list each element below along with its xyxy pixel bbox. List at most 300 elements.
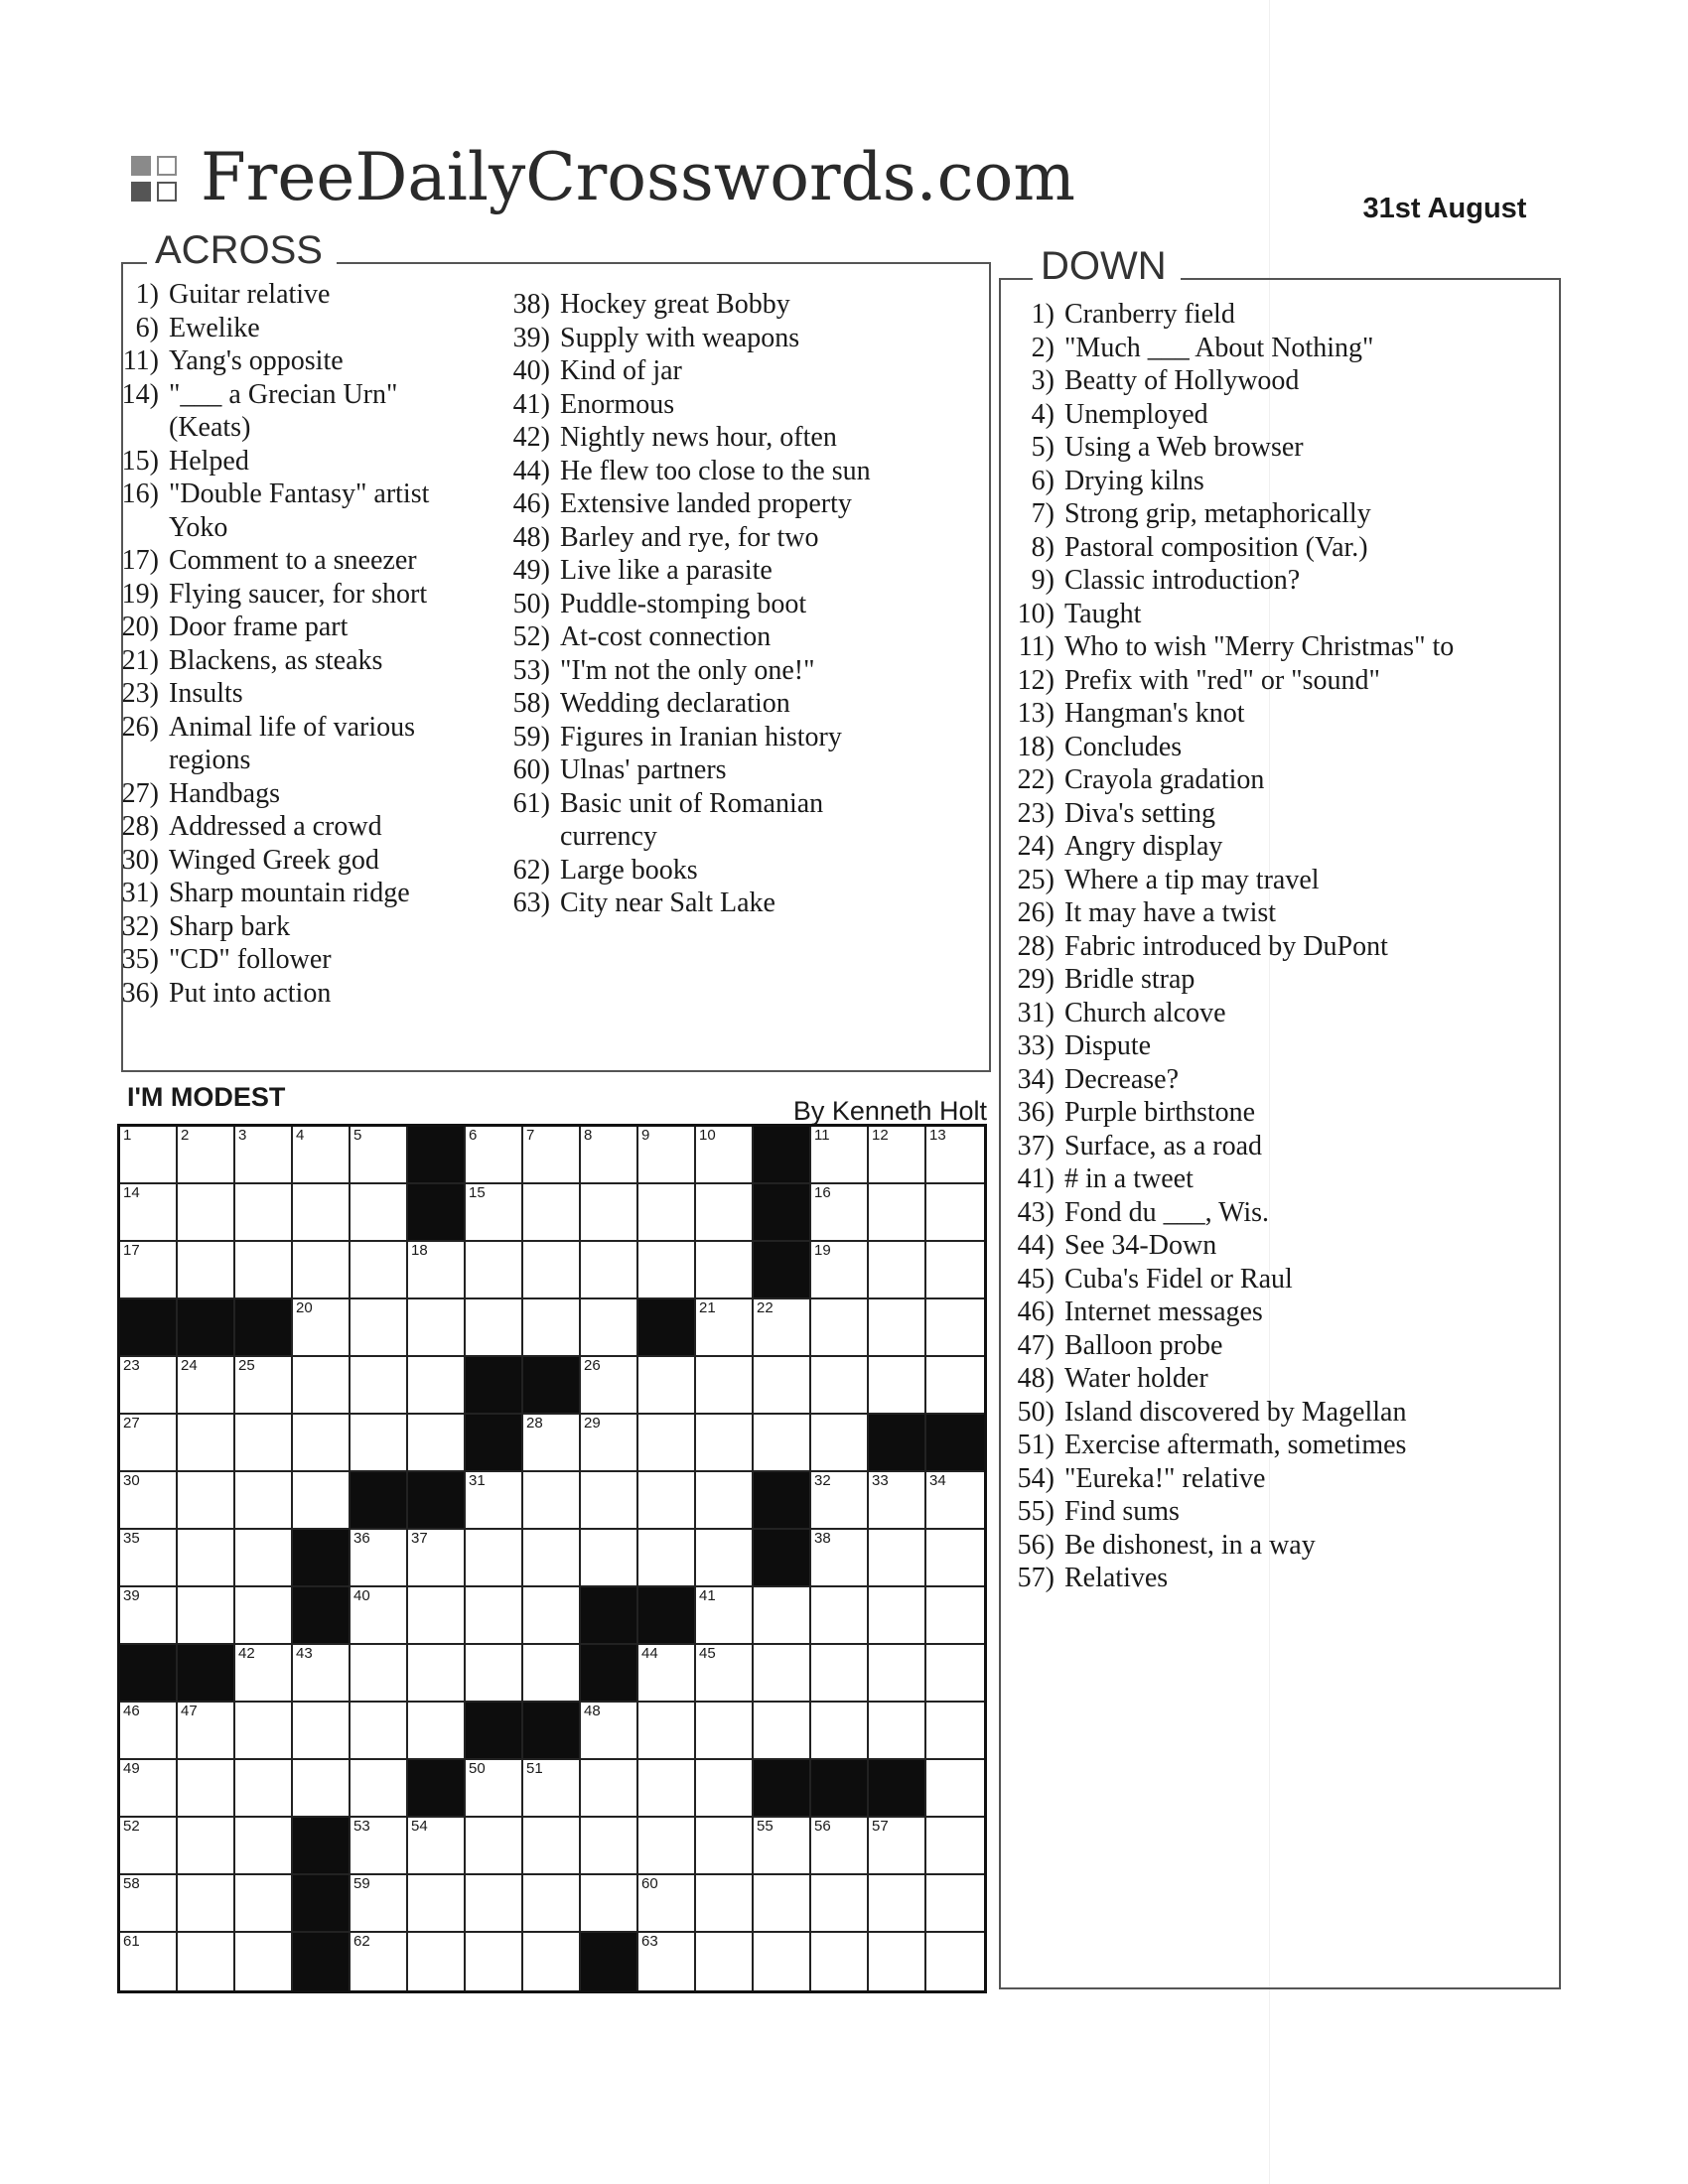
grid-cell[interactable] [811, 1645, 869, 1703]
clue-item [498, 753, 898, 787]
grid-cell-black [811, 1760, 869, 1818]
puzzle-author: By Kenneth Holt [792, 1096, 987, 1126]
grid-cell[interactable] [178, 1587, 235, 1645]
grid-cell[interactable] [869, 1875, 926, 1933]
grid-cell[interactable] [351, 1933, 408, 1990]
clue-text: "I'm not the only one!" [560, 654, 815, 686]
grid-cell[interactable] [178, 1472, 235, 1530]
grid-cell[interactable] [581, 1875, 638, 1933]
grid-cell[interactable] [754, 1875, 811, 1933]
grid-cell[interactable] [869, 1818, 926, 1875]
clue-text: Live like a parasite [560, 555, 773, 586]
grid-cell[interactable] [523, 1415, 581, 1472]
grid-cell[interactable] [811, 1587, 869, 1645]
grid-cell[interactable] [408, 1818, 466, 1875]
clue-number: 26) [121, 711, 159, 743]
clue-text: Unemployed [1064, 398, 1208, 430]
grid-cell[interactable] [178, 1127, 235, 1184]
clue-item [498, 487, 898, 521]
clue-text: Hangman's knot [1064, 698, 1245, 729]
clue-text: Beatty of Hollywood [1064, 365, 1300, 396]
down-heading: DOWN [1033, 244, 1181, 288]
grid-cell[interactable] [581, 1530, 638, 1587]
clue-number: 53) [512, 654, 550, 686]
grid-cell-black [351, 1472, 408, 1530]
clue-item [1003, 930, 1531, 964]
cell-number: 3 [238, 1127, 247, 1144]
clue-number: 45) [1017, 1263, 1055, 1295]
grid-cell[interactable] [408, 1587, 466, 1645]
grid-cell[interactable] [293, 1415, 351, 1472]
grid-cell[interactable] [811, 1875, 869, 1933]
grid-cell[interactable] [696, 1127, 754, 1184]
grid-cell[interactable] [235, 1645, 293, 1703]
grid-cell[interactable] [638, 1703, 696, 1760]
clue-number: 54) [1017, 1462, 1055, 1494]
cell-number: 62 [353, 1933, 370, 1950]
clue-number: 26) [1017, 897, 1055, 928]
grid-cell[interactable] [754, 1299, 811, 1357]
grid-cell[interactable] [638, 1127, 696, 1184]
grid-cell[interactable] [811, 1703, 869, 1760]
grid-cell[interactable] [235, 1472, 293, 1530]
grid-cell[interactable] [523, 1184, 581, 1242]
grid-cell[interactable] [869, 1587, 926, 1645]
grid-cell[interactable] [696, 1415, 754, 1472]
clue-number: 4) [1031, 398, 1055, 430]
grid-cell[interactable] [696, 1703, 754, 1760]
clue-number: 2) [1031, 332, 1055, 363]
grid-cell[interactable] [523, 1645, 581, 1703]
grid-cell[interactable] [351, 1242, 408, 1299]
grid-cell[interactable] [581, 1357, 638, 1415]
cell-number: 50 [469, 1760, 486, 1777]
grid-cell[interactable] [869, 1242, 926, 1299]
grid-cell[interactable] [869, 1472, 926, 1530]
grid-cell[interactable] [466, 1530, 523, 1587]
clue-number: 59) [512, 721, 550, 752]
grid-cell[interactable] [408, 1299, 466, 1357]
grid-cell[interactable] [120, 1472, 178, 1530]
grid-cell-black [235, 1299, 293, 1357]
grid-cell[interactable] [869, 1530, 926, 1587]
grid-cell[interactable] [235, 1703, 293, 1760]
grid-cell[interactable] [466, 1760, 523, 1818]
clue-number: 22) [1017, 764, 1055, 795]
clue-item [107, 943, 467, 977]
grid-cell[interactable] [120, 1760, 178, 1818]
grid-cell[interactable] [926, 1242, 984, 1299]
grid-cell[interactable] [235, 1184, 293, 1242]
grid-cell[interactable] [523, 1530, 581, 1587]
grid-cell[interactable] [120, 1127, 178, 1184]
clue-item [1003, 598, 1531, 631]
grid-cell[interactable] [120, 1818, 178, 1875]
grid-cell[interactable] [869, 1703, 926, 1760]
grid-cell[interactable] [638, 1184, 696, 1242]
grid-cell[interactable] [811, 1242, 869, 1299]
grid-cell[interactable] [581, 1415, 638, 1472]
grid-cell[interactable] [926, 1703, 984, 1760]
across-heading: ACROSS [147, 228, 337, 272]
grid-cell[interactable] [351, 1530, 408, 1587]
grid-cell[interactable] [235, 1415, 293, 1472]
grid-cell[interactable] [235, 1530, 293, 1587]
clue-item [107, 578, 467, 612]
clue-number: 1) [135, 279, 159, 310]
grid-cell[interactable] [696, 1299, 754, 1357]
clue-text: Who to wish "Merry Christmas" to [1064, 631, 1455, 662]
clue-text: Blackens, as steaks [169, 644, 383, 676]
grid-cell[interactable] [638, 1357, 696, 1415]
grid-cell[interactable] [466, 1184, 523, 1242]
clue-number: 60) [512, 754, 550, 785]
grid-cell[interactable] [466, 1933, 523, 1990]
grid-cell[interactable] [926, 1530, 984, 1587]
grid-cell[interactable] [120, 1933, 178, 1990]
grid-cell[interactable] [811, 1357, 869, 1415]
cell-number: 9 [641, 1127, 650, 1144]
grid-cell[interactable] [581, 1299, 638, 1357]
grid-cell[interactable] [235, 1127, 293, 1184]
clue-item [1003, 864, 1531, 897]
clue-item [1003, 298, 1531, 332]
clue-text: Where a tip may travel [1064, 864, 1320, 895]
clue-number: 36) [121, 977, 159, 1009]
clue-item [1003, 963, 1531, 997]
clue-item [1003, 1296, 1531, 1329]
grid-cell[interactable] [523, 1299, 581, 1357]
clue-text: Balloon probe [1064, 1329, 1223, 1361]
clue-item [107, 544, 467, 578]
grid-cell[interactable] [235, 1587, 293, 1645]
grid-cell[interactable] [696, 1645, 754, 1703]
cell-number: 15 [469, 1184, 486, 1201]
cell-number: 23 [123, 1357, 140, 1374]
grid-cell[interactable] [754, 1703, 811, 1760]
clue-text: Ewelike [169, 312, 260, 343]
clue-number: 27) [121, 777, 159, 809]
grid-cell[interactable] [696, 1472, 754, 1530]
clue-text: Flying saucer, for short [169, 578, 428, 610]
grid-cell[interactable] [696, 1760, 754, 1818]
grid-cell[interactable] [235, 1875, 293, 1933]
grid-cell[interactable] [408, 1645, 466, 1703]
grid-cell[interactable] [754, 1933, 811, 1990]
cell-number: 32 [814, 1472, 831, 1489]
clue-number: 31) [1017, 997, 1055, 1028]
grid-cell[interactable] [120, 1184, 178, 1242]
grid-cell[interactable] [696, 1357, 754, 1415]
clue-number: 55) [1017, 1496, 1055, 1527]
cell-number: 14 [123, 1184, 140, 1201]
grid-cell[interactable] [696, 1933, 754, 1990]
grid-cell[interactable] [581, 1703, 638, 1760]
grid-cell[interactable] [293, 1760, 351, 1818]
grid-cell[interactable] [178, 1875, 235, 1933]
grid-cell[interactable] [581, 1760, 638, 1818]
grid-cell[interactable] [926, 1587, 984, 1645]
grid-cell[interactable] [351, 1299, 408, 1357]
cell-number: 6 [469, 1127, 478, 1144]
grid-cell[interactable] [638, 1875, 696, 1933]
grid-cell[interactable] [523, 1472, 581, 1530]
grid-cell[interactable] [523, 1933, 581, 1990]
grid-cell-black [293, 1818, 351, 1875]
clue-number: 41) [1017, 1163, 1055, 1194]
cell-number: 17 [123, 1242, 140, 1259]
grid-cell[interactable] [811, 1530, 869, 1587]
grid-cell[interactable] [466, 1587, 523, 1645]
grid-cell[interactable] [696, 1184, 754, 1242]
cell-number: 48 [584, 1703, 601, 1719]
grid-cell[interactable] [869, 1645, 926, 1703]
grid-cell[interactable] [178, 1760, 235, 1818]
grid-cell[interactable] [408, 1875, 466, 1933]
grid-cell[interactable] [293, 1703, 351, 1760]
grid-cell-black [120, 1645, 178, 1703]
grid-cell[interactable] [523, 1760, 581, 1818]
grid-cell[interactable] [178, 1184, 235, 1242]
grid-cell[interactable] [926, 1875, 984, 1933]
grid-cell[interactable] [293, 1299, 351, 1357]
grid-cell[interactable] [696, 1818, 754, 1875]
clue-item [107, 644, 467, 678]
grid-cell[interactable] [754, 1587, 811, 1645]
grid-cell[interactable] [638, 1645, 696, 1703]
grid-cell[interactable] [581, 1472, 638, 1530]
grid-cell[interactable] [581, 1184, 638, 1242]
grid-cell[interactable] [120, 1357, 178, 1415]
clue-text: Basic unit of Romanian currency [560, 787, 824, 852]
grid-cell-black [293, 1875, 351, 1933]
grid-cell[interactable] [235, 1357, 293, 1415]
grid-cell[interactable] [581, 1818, 638, 1875]
grid-cell[interactable] [178, 1933, 235, 1990]
grid-cell[interactable] [926, 1818, 984, 1875]
grid-cell[interactable] [754, 1645, 811, 1703]
grid-cell[interactable] [581, 1127, 638, 1184]
grid-cell[interactable] [811, 1184, 869, 1242]
clue-text: Angry display [1064, 831, 1223, 862]
grid-cell[interactable] [926, 1760, 984, 1818]
clue-item [498, 620, 898, 654]
clue-number: 35) [121, 944, 159, 975]
cell-number: 11 [814, 1127, 830, 1144]
clue-item [1003, 531, 1531, 565]
grid-cell[interactable] [869, 1299, 926, 1357]
clue-item [107, 810, 467, 844]
grid-cell-black [581, 1645, 638, 1703]
clue-text: Put into action [169, 977, 332, 1009]
grid-cell[interactable] [293, 1242, 351, 1299]
grid-cell[interactable] [178, 1530, 235, 1587]
grid-cell[interactable] [869, 1933, 926, 1990]
grid-cell[interactable] [235, 1760, 293, 1818]
clue-item [107, 711, 467, 777]
grid-cell[interactable] [178, 1818, 235, 1875]
clue-number: 20) [121, 612, 159, 642]
grid-cell[interactable] [926, 1357, 984, 1415]
clue-text: Kind of jar [560, 355, 682, 386]
grid-cell[interactable] [811, 1415, 869, 1472]
cell-number: 12 [872, 1127, 889, 1144]
grid-cell[interactable] [178, 1357, 235, 1415]
grid-cell[interactable] [869, 1127, 926, 1184]
grid-cell[interactable] [235, 1818, 293, 1875]
grid-cell[interactable] [581, 1242, 638, 1299]
grid-cell[interactable] [696, 1530, 754, 1587]
clue-number: 10) [1017, 598, 1055, 629]
grid-cell[interactable] [235, 1933, 293, 1990]
cell-number: 44 [641, 1645, 658, 1662]
grid-cell[interactable] [351, 1184, 408, 1242]
grid-cell[interactable] [235, 1242, 293, 1299]
grid-cell[interactable] [120, 1703, 178, 1760]
clue-number: 23) [121, 678, 159, 709]
grid-cell[interactable] [926, 1127, 984, 1184]
clue-text: Decrease? [1064, 1063, 1180, 1095]
grid-cell[interactable] [120, 1242, 178, 1299]
site-name: FreeDailyCrosswords.com [201, 139, 1075, 215]
grid-cell[interactable] [466, 1299, 523, 1357]
cell-number: 49 [123, 1760, 140, 1777]
clue-text: "___ a Grecian Urn" (Keats) [169, 378, 398, 443]
grid-cell[interactable] [120, 1587, 178, 1645]
grid-cell[interactable] [754, 1818, 811, 1875]
grid-cell[interactable] [408, 1242, 466, 1299]
grid-cell[interactable] [523, 1127, 581, 1184]
grid-cell[interactable] [523, 1242, 581, 1299]
grid-cell[interactable] [351, 1703, 408, 1760]
cell-number: 19 [814, 1242, 831, 1259]
grid-cell[interactable] [638, 1472, 696, 1530]
grid-cell[interactable] [466, 1645, 523, 1703]
grid-cell[interactable] [869, 1357, 926, 1415]
grid-cell[interactable] [466, 1875, 523, 1933]
clue-number: 48) [512, 521, 550, 553]
clue-number: 56) [1017, 1529, 1055, 1561]
clue-item [1003, 797, 1531, 831]
grid-cell[interactable] [926, 1299, 984, 1357]
grid-cell[interactable] [120, 1875, 178, 1933]
grid-cell[interactable] [696, 1875, 754, 1933]
clue-item [1003, 1495, 1531, 1529]
grid-cell[interactable] [926, 1933, 984, 1990]
clue-number: 46) [512, 488, 550, 519]
grid-cell[interactable] [811, 1818, 869, 1875]
grid-cell[interactable] [926, 1472, 984, 1530]
grid-cell[interactable] [293, 1127, 351, 1184]
clue-number: 63) [512, 887, 550, 918]
clue-text: Cranberry field [1064, 299, 1235, 330]
grid-cell[interactable] [293, 1357, 351, 1415]
grid-cell[interactable] [523, 1587, 581, 1645]
grid-cell[interactable] [523, 1875, 581, 1933]
cell-number: 55 [757, 1818, 774, 1835]
grid-cell[interactable] [120, 1415, 178, 1472]
grid-cell[interactable] [351, 1645, 408, 1703]
grid-logo-icon [131, 150, 187, 205]
clue-text: Classic introduction? [1064, 565, 1301, 596]
grid-cell[interactable] [351, 1875, 408, 1933]
clue-number: 50) [512, 588, 550, 619]
grid-cell[interactable] [351, 1760, 408, 1818]
grid-cell[interactable] [926, 1645, 984, 1703]
clue-item [498, 354, 898, 388]
grid-cell[interactable] [178, 1242, 235, 1299]
grid-cell[interactable] [754, 1357, 811, 1415]
grid-cell[interactable] [811, 1472, 869, 1530]
grid-cell[interactable] [869, 1184, 926, 1242]
grid-cell[interactable] [638, 1242, 696, 1299]
clue-item [1003, 830, 1531, 864]
clue-number: 58) [512, 688, 550, 719]
grid-cell[interactable] [351, 1127, 408, 1184]
grid-cell[interactable] [351, 1818, 408, 1875]
grid-cell[interactable] [466, 1818, 523, 1875]
grid-cell[interactable] [638, 1530, 696, 1587]
clue-item [1003, 896, 1531, 930]
grid-cell[interactable] [696, 1587, 754, 1645]
grid-cell[interactable] [696, 1242, 754, 1299]
grid-cell[interactable] [408, 1357, 466, 1415]
grid-cell[interactable] [293, 1645, 351, 1703]
clue-text: "CD" follower [169, 944, 332, 975]
grid-cell[interactable] [351, 1415, 408, 1472]
grid-cell[interactable] [351, 1587, 408, 1645]
grid-cell[interactable] [408, 1530, 466, 1587]
clue-number: 29) [1017, 964, 1055, 995]
grid-cell[interactable] [926, 1184, 984, 1242]
grid-cell[interactable] [638, 1415, 696, 1472]
grid-cell[interactable] [178, 1703, 235, 1760]
clue-number: 41) [512, 388, 550, 420]
grid-cell[interactable] [408, 1933, 466, 1990]
clue-text: Puddle-stomping boot [560, 588, 807, 619]
clue-item [1003, 1429, 1531, 1462]
grid-cell[interactable] [811, 1127, 869, 1184]
grid-cell[interactable] [293, 1472, 351, 1530]
grid-cell[interactable] [638, 1760, 696, 1818]
grid-cell[interactable] [466, 1242, 523, 1299]
grid-cell[interactable] [466, 1127, 523, 1184]
grid-cell[interactable] [638, 1933, 696, 1990]
grid-cell[interactable] [351, 1357, 408, 1415]
clue-text: Helped [169, 445, 249, 477]
grid-cell[interactable] [811, 1933, 869, 1990]
grid-cell[interactable] [178, 1415, 235, 1472]
clue-number: 9) [1031, 565, 1055, 596]
grid-cell[interactable] [638, 1818, 696, 1875]
cell-number: 41 [699, 1587, 716, 1604]
grid-cell-black [581, 1587, 638, 1645]
grid-cell[interactable] [408, 1415, 466, 1472]
grid-cell-black [869, 1760, 926, 1818]
grid-cell[interactable] [811, 1299, 869, 1357]
cell-number: 39 [123, 1587, 140, 1604]
cell-number: 60 [641, 1875, 658, 1892]
clue-item [1003, 763, 1531, 797]
grid-cell[interactable] [293, 1184, 351, 1242]
grid-cell[interactable] [523, 1818, 581, 1875]
grid-cell[interactable] [408, 1703, 466, 1760]
grid-cell[interactable] [120, 1530, 178, 1587]
clue-item [498, 887, 898, 920]
clue-item [1003, 1196, 1531, 1230]
grid-cell[interactable] [466, 1472, 523, 1530]
grid-cell[interactable] [754, 1415, 811, 1472]
